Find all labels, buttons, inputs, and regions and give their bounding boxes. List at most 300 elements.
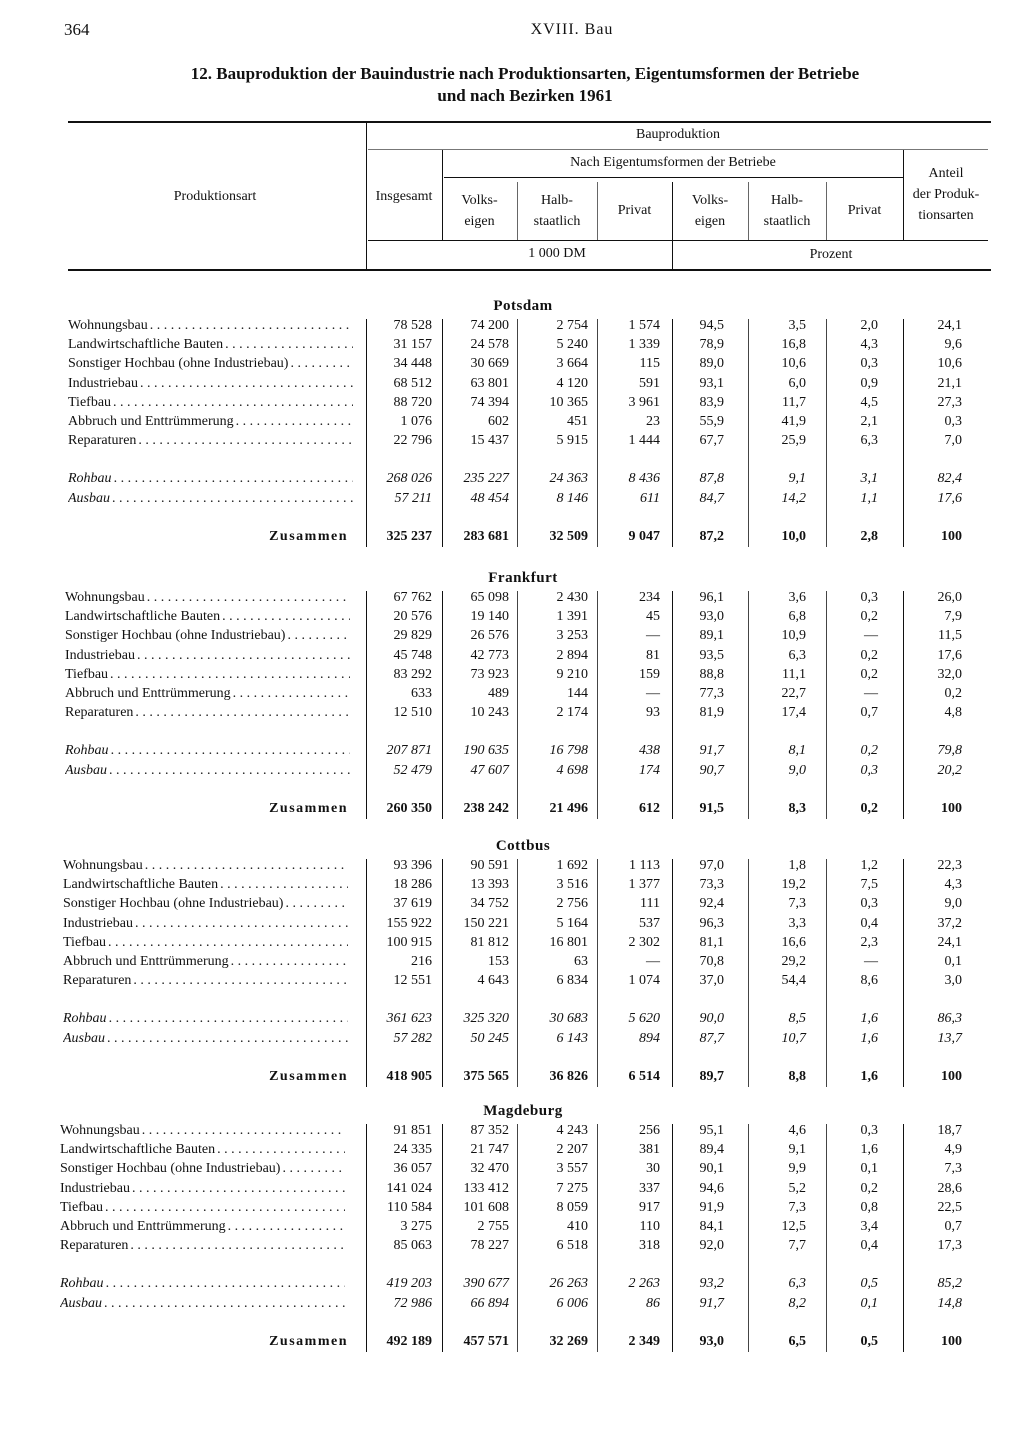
cell-value: 29 829 [393,628,432,644]
cell-value: 32 470 [470,1161,509,1177]
cell-value: 375 565 [463,1068,509,1084]
cell-value: 1,6 [860,1011,878,1027]
cell-value: 50 245 [470,1030,509,1046]
cell-value: 0,2 [944,686,962,701]
cell-value: 90 591 [470,858,509,873]
bauproduktion-underline [368,149,988,150]
row-label [65,628,350,644]
cell-value: 110 [639,1219,660,1234]
cell-value: 94,6 [699,1180,724,1196]
cell-value: 20 576 [393,609,432,625]
cell-value: 93,0 [699,1333,724,1349]
header-halbstaatlich-pct [748,190,826,232]
cell-value: 22,5 [937,1199,962,1215]
cell-value: 12 551 [393,973,432,989]
row-label-text: Rohbau [60,1276,104,1292]
cell-value: 6 143 [556,1030,588,1046]
cell-value: 1 074 [628,973,660,989]
cell-value: 8 436 [628,471,660,487]
cell-value: 37 619 [393,896,432,912]
units-rule [368,240,988,241]
cell-value: 174 [639,762,660,778]
row-label-text: Industriebau [63,915,133,931]
cell-value: 0,3 [860,1123,878,1138]
table-row [0,705,1024,724]
row-label [60,1200,345,1216]
table-row [0,877,1024,896]
row-label-text: Landwirtschaftliche Bauten [65,609,221,625]
cell-value: 10,0 [781,528,806,544]
table-row [0,628,1024,647]
cell-value: 16,8 [781,337,806,353]
cell-value: 57 211 [394,490,432,506]
cell-value: 390 677 [463,1276,509,1292]
table-row [0,1031,1024,1050]
cell-value: 66 894 [470,1295,509,1311]
cell-value: 91,7 [699,1295,724,1311]
cell-value: 96,3 [699,915,724,931]
row-label [63,935,348,951]
cell-value: 6 006 [556,1295,588,1311]
row-label [63,858,348,874]
cell-value: 81 812 [470,934,509,950]
cell-value: 78 528 [393,318,432,333]
table-row [0,1123,1024,1142]
cell-value: 4,3 [944,877,962,893]
table-row [0,337,1024,356]
cell-value: 438 [639,743,660,759]
cell-value: 55,9 [699,414,724,429]
cell-value: 8,6 [860,973,878,989]
cell-value: 0,2 [860,743,878,759]
cell-value: 419 203 [386,1276,432,1292]
row-label [68,491,353,507]
cell-value: 3,6 [788,590,806,605]
cell-value: 8,2 [788,1295,806,1311]
table-row [0,1296,1024,1315]
cell-value: 12 510 [393,705,432,721]
cell-value: 93 396 [393,858,432,873]
cell-value: 67,7 [699,433,724,449]
cell-value: 7,7 [788,1238,806,1254]
cell-value: — [864,954,878,969]
row-label [68,337,353,353]
header-volkseigen-pct [672,190,748,232]
cell-value: 88 720 [393,394,432,410]
cell-value: 6,3 [860,433,878,449]
cell-value: 0,3 [860,590,878,605]
cell-value: 7,5 [860,877,878,893]
cell-value: 318 [639,1238,660,1254]
row-label-text: Landwirtschaftliche Bauten [68,337,224,353]
cell-value: 1,6 [860,1068,878,1084]
cell-value: 17,6 [937,490,962,506]
cell-value: 93,2 [699,1276,724,1292]
header-volkseigen-pct-2: eigen [694,214,726,229]
cell-value: 8,8 [788,1068,806,1084]
table-row [0,916,1024,935]
cell-value: 7,3 [788,1199,806,1215]
header-bottom-rule [68,269,991,271]
header-volkseigen-dm-2: eigen [464,214,495,229]
table-row [0,414,1024,433]
cell-value: 1,1 [860,490,878,506]
table-row [0,896,1024,915]
cell-value: 2,1 [860,414,878,429]
cell-value: 93,1 [699,375,724,391]
cell-value: 0,1 [944,954,962,969]
cell-value: 89,4 [699,1142,724,1158]
cell-value: 283 681 [463,528,509,544]
cell-value: 0,4 [860,1238,878,1254]
cell-value: 14,2 [781,490,806,506]
cell-value: 87 352 [470,1123,509,1138]
row-label-text: Landwirtschaftliche Bauten [63,877,219,893]
cell-value: 4 120 [556,375,588,391]
cell-value: 159 [639,666,660,682]
cell-value: 68 512 [393,375,432,391]
cell-value: 91,5 [699,800,724,816]
row-label-text: Ausbau [60,1295,102,1311]
cell-value: 9,1 [788,1142,806,1158]
table-row [0,1181,1024,1200]
cell-value: 216 [411,954,432,969]
table-row [0,395,1024,414]
table-title [60,63,990,107]
row-label-text: Ausbau [65,762,107,778]
table-row [0,1238,1024,1257]
row-label [65,648,350,664]
cell-value: 6,3 [788,1276,806,1292]
cell-value: 4,6 [788,1123,806,1138]
cell-value: 111 [640,896,660,912]
cell-value: 29,2 [781,954,806,969]
row-label-text: Industriebau [68,375,138,391]
cell-value: 77,3 [699,686,724,701]
cell-value: 30 [646,1161,660,1177]
table-row [0,376,1024,395]
row-label [60,1238,345,1254]
table-row [0,1276,1024,1295]
cell-value: 2 894 [556,647,588,663]
cell-value: 13 393 [470,877,509,893]
cell-value: 4 243 [556,1123,588,1138]
row-label-text: Sonstiger Hochbau (ohne Industriebau) [60,1161,281,1177]
cell-value: 537 [639,915,660,931]
cell-value: 63 [574,954,588,969]
row-label [65,743,350,759]
cell-value: — [864,628,878,644]
cell-value: 19,2 [781,877,806,893]
cell-value: 3 275 [400,1219,432,1234]
row-label-text: Wohnungsbau [60,1123,140,1138]
header-top-rule [68,121,991,123]
table-row [0,471,1024,490]
header-halbstaatlich-dm [517,190,597,232]
cell-value: 2 754 [556,318,588,333]
header-volkseigen-dm-1: Volks- [461,193,498,208]
cell-value: — [646,954,660,969]
cell-value: 7,9 [944,609,962,625]
table-row [0,1142,1024,1161]
cell-value: 17,4 [781,705,806,721]
cell-value: 47 607 [470,762,509,778]
cell-value: 24 335 [393,1142,432,1158]
cell-value: 34 448 [393,356,432,372]
cell-value: 0,4 [860,915,878,931]
row-label [65,705,350,721]
row-label [68,395,353,411]
cell-value: 73,3 [699,877,724,893]
cell-value: 95,1 [699,1123,724,1138]
table-row [0,667,1024,686]
cell-value: 153 [488,954,509,969]
cell-value: 11,5 [938,628,962,644]
row-label-text: Abbruch und Enttrümmerung [65,686,231,701]
total-label: Zusammen [269,800,348,816]
cell-value: 451 [567,414,588,429]
cell-value: 57 282 [393,1030,432,1046]
cell-value: 67 762 [393,590,432,605]
cell-value: 32 269 [549,1333,588,1349]
cell-value: 0,2 [860,1180,878,1196]
cell-value: 93,0 [699,609,724,625]
row-label-text: Rohbau [68,471,112,487]
cell-value: 15 437 [470,433,509,449]
cell-value: 6 834 [556,973,588,989]
header-privat-pct: Privat [847,203,882,218]
row-label [63,973,348,989]
cell-value: 6,5 [788,1333,806,1349]
cell-value: 6 518 [556,1238,588,1254]
cell-value: 8,5 [788,1011,806,1027]
cell-value: 16 801 [549,934,588,950]
title-line-1: 12. Bauproduktion der Bauindustrie nach Produktionsarten, Eigentumsformen der Betriebe [190,64,860,83]
cell-value: 84,7 [699,490,724,506]
cell-value: 78,9 [699,337,724,353]
header-halb-pct-2: staatlich [763,214,811,229]
row-label-text: Sonstiger Hochbau (ohne Industriebau) [68,356,289,372]
cell-value: 24,1 [937,318,962,333]
header-bauproduktion: Bauproduktion [636,127,720,142]
cell-value: 24,1 [937,934,962,950]
cell-value: 7,0 [944,433,962,449]
cell-value: 9,9 [788,1161,806,1177]
cell-value: 70,8 [699,954,724,969]
cell-value: 1 076 [400,414,432,429]
cell-value: 92,4 [699,896,724,912]
cell-value: 19 140 [470,609,509,625]
cell-value: 86,3 [937,1011,962,1027]
cell-value: 54,4 [781,973,806,989]
row-label [65,590,350,606]
cell-value: 133 412 [463,1180,509,1196]
cell-value: 3 253 [556,628,588,644]
row-label [60,1161,345,1177]
row-label-text: Landwirtschaftliche Bauten [60,1142,216,1158]
cell-value: 87,2 [699,528,724,544]
cell-value: 492 189 [386,1333,432,1349]
cell-value: 85,2 [937,1276,962,1292]
cell-value: 90,7 [699,762,724,778]
row-label-text: Ausbau [68,490,110,506]
cell-value: 48 454 [470,490,509,506]
cell-value: 144 [567,686,588,701]
cell-value: 256 [639,1123,660,1138]
cell-value: 2 349 [628,1333,660,1349]
cell-value: 9,0 [788,762,806,778]
cell-value: 81 [646,647,660,663]
cell-value: 150 221 [463,915,509,931]
cell-value: 25,9 [781,433,806,449]
row-label-text: Sonstiger Hochbau (ohne Industriebau) [65,628,286,644]
cell-value: 3 557 [556,1161,588,1177]
cell-value: 361 623 [386,1011,432,1027]
cell-value: 4 643 [477,973,509,989]
cell-value: 100 [941,528,962,544]
table-row [0,1219,1024,1238]
header-halb-pct-1: Halb- [771,193,803,208]
cell-value: 18,7 [937,1123,962,1138]
cell-value: 10 365 [549,394,588,410]
cell-value: 602 [488,414,509,429]
cell-value: 9,1 [788,471,806,487]
cell-value: 3,3 [788,915,806,931]
cell-value: 90,1 [699,1161,724,1177]
total-row [0,1334,1024,1353]
cell-value: 5,2 [788,1180,806,1196]
row-label [65,667,350,683]
cell-value: 97,0 [699,858,724,873]
cell-value: 89,0 [699,356,724,372]
cell-value: 10,9 [781,628,806,644]
cell-value: 1 391 [556,609,588,625]
cell-value: 1 444 [628,433,660,449]
cell-value: 5 240 [556,337,588,353]
row-label [68,414,353,430]
table-row [0,743,1024,762]
cell-value: 238 242 [463,800,509,816]
cell-value: 337 [639,1180,660,1196]
table-row [0,356,1024,375]
row-label [63,954,348,970]
row-label [68,376,353,392]
cell-value: 8,3 [788,800,806,816]
cell-value: 0,7 [860,705,878,721]
cell-value: 81,9 [699,705,724,721]
cell-value: 633 [411,686,432,701]
cell-value: 100 [941,800,962,816]
cell-value: 3,5 [788,318,806,333]
cell-value: 32,0 [937,666,962,682]
table-row [0,1161,1024,1180]
cell-value: 30 683 [549,1011,588,1027]
header-halb-dm-1: Halb- [541,193,573,208]
table-row [0,590,1024,609]
table-row [0,648,1024,667]
row-label-text: Industriebau [60,1180,130,1196]
cell-value: 84,1 [699,1219,724,1234]
cell-value: 325 320 [463,1011,509,1027]
cell-value: 17,3 [937,1238,962,1254]
cell-value: 14,8 [937,1295,962,1311]
cell-value: — [864,686,878,701]
row-label-text: Abbruch und Enttrümmerung [60,1219,226,1234]
row-label [65,609,350,625]
cell-value: 0,2 [860,647,878,663]
cell-value: 207 871 [386,743,432,759]
row-label [60,1181,345,1197]
cell-value: 3,0 [944,973,962,989]
cell-value: 7,3 [788,896,806,912]
cell-value: 26 576 [470,628,509,644]
cell-value: 1 113 [629,858,660,873]
row-label-text: Ausbau [63,1030,105,1046]
cell-value: 0,3 [860,762,878,778]
cell-value: 11,1 [782,666,806,682]
cell-value: 24 578 [470,337,509,353]
cell-value: 0,3 [860,356,878,372]
cell-value: 0,5 [860,1333,878,1349]
row-label [60,1296,345,1312]
total-row [0,801,1024,820]
cell-value: 0,9 [860,375,878,391]
cell-value: 23 [646,414,660,429]
row-label-text: Sonstiger Hochbau (ohne Industriebau) [63,896,284,912]
table-row [0,973,1024,992]
cell-value: 10,7 [781,1030,806,1046]
cell-value: 2,8 [860,528,878,544]
cell-value: 4,3 [860,337,878,353]
table-row [0,1200,1024,1219]
cell-value: 21,1 [937,375,962,391]
row-label-text: Wohnungsbau [68,318,148,333]
cell-value: 100 915 [386,934,432,950]
cell-value: 17,6 [937,647,962,663]
cell-value: 4,9 [944,1142,962,1158]
cell-value: 28,6 [937,1180,962,1196]
cell-value: 22,3 [937,858,962,873]
table-row [0,609,1024,628]
cell-value: 72 986 [393,1295,432,1311]
cell-value: 457 571 [463,1333,509,1349]
table-row [0,935,1024,954]
row-label-text: Tiefbau [63,934,107,950]
cell-value: 894 [639,1030,660,1046]
cell-value: 12,5 [781,1219,806,1234]
cell-value: 591 [639,375,660,391]
cell-value: 2 174 [556,705,588,721]
cell-value: 10,6 [937,356,962,372]
cell-value: 93,5 [699,647,724,663]
cell-value: 410 [567,1219,588,1234]
cell-value: 63 801 [470,375,509,391]
row-label-text: Wohnungsbau [63,858,143,873]
row-label-text: Industriebau [65,647,135,663]
cell-value: 20,2 [937,762,962,778]
cell-value: 18 286 [393,877,432,893]
cell-value: 30 669 [470,356,509,372]
table-row [0,763,1024,782]
row-label-text: Tiefbau [65,666,109,682]
cell-value: 0,8 [860,1199,878,1215]
row-label [68,318,353,334]
row-label-text: Reparaturen [63,973,132,989]
table-row [0,686,1024,705]
row-label [68,471,353,487]
section-title: Frankfurt [488,570,558,586]
cell-value: 489 [488,686,509,701]
